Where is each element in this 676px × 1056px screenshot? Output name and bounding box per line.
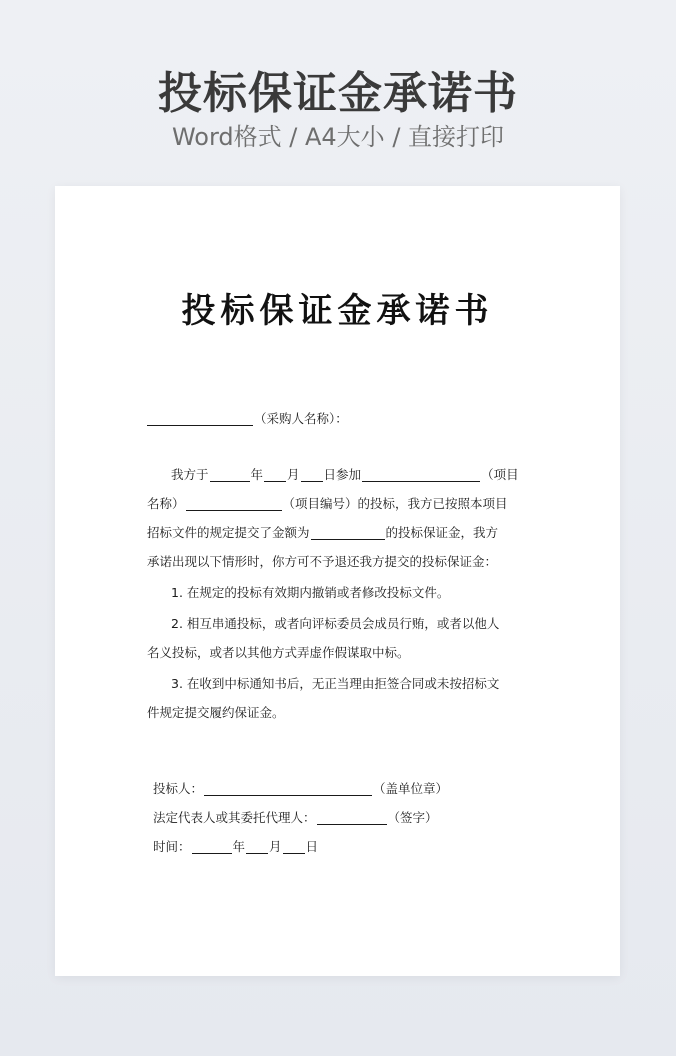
text-sign-year: 年 <box>232 839 246 854</box>
bidder-suffix: （盖单位章） <box>373 781 449 796</box>
representative-line <box>153 803 537 832</box>
text-amount-after: 的投标保证金，我方 <box>385 525 499 540</box>
banner-subtitle: Word格式 / A4大小 / 直接打印 <box>171 123 505 151</box>
commitment-paragraph <box>147 460 531 727</box>
document-page <box>55 186 620 976</box>
bidder-label: 投标人： <box>153 781 204 796</box>
blank-day <box>301 465 323 482</box>
text-wofangyu: 我方于 <box>171 467 209 482</box>
text-project-open: （项目 <box>481 467 519 482</box>
text-sign-day: 日 <box>305 839 319 854</box>
blank-project-name <box>362 465 480 482</box>
para-line-1 <box>147 460 531 489</box>
blank-amount <box>311 523 385 540</box>
text-month: 月 <box>287 467 300 482</box>
text-project-number: （项目编号）的投标，我方已按照本项目 <box>282 496 508 511</box>
text-name-close: 名称） <box>147 496 185 511</box>
blank-sign-month <box>246 837 268 854</box>
time-line <box>153 832 537 861</box>
item-3-line-1: 3. 在收到中标通知书后，无正当理由拒签合同或未按招标文 <box>171 676 500 691</box>
blank-sign-year <box>192 837 232 854</box>
blank-project-number <box>186 494 282 511</box>
addressee-line <box>147 404 531 433</box>
banner-title: 投标保证金承诺书 <box>158 68 518 119</box>
item-1: 1. 在规定的投标有效期内撤销或者修改投标文件。 <box>171 585 450 600</box>
representative-suffix: （签字） <box>387 810 438 825</box>
blank-year <box>210 465 250 482</box>
item-2-line-2: 名义投标，或者以其他方式弄虚作假谋取中标。 <box>147 645 410 660</box>
item-2-line-1: 2. 相互串通投标，或者向评标委员会成员行贿，或者以他人 <box>171 616 500 631</box>
text-amount-intro: 招标文件的规定提交了金额为 <box>147 525 310 540</box>
text-day-participate: 日参加 <box>323 467 362 482</box>
blank-bidder <box>204 779 372 796</box>
bidder-line <box>153 774 537 803</box>
item-3-line-2: 件规定提交履约保证金。 <box>147 705 285 720</box>
signature-block <box>153 774 537 861</box>
blank-purchaser-name <box>147 409 253 426</box>
representative-label: 法定代表人或其委托代理人： <box>153 810 316 825</box>
text-year: 年 <box>250 467 264 482</box>
time-label: 时间： <box>153 839 191 854</box>
addressee-suffix: （采购人名称）： <box>254 411 348 426</box>
para-line-3 <box>147 518 531 547</box>
blank-representative <box>317 808 387 825</box>
blank-sign-day <box>283 837 305 854</box>
text-sign-month: 月 <box>269 839 282 854</box>
document-title: 投标保证金承诺书 <box>181 291 494 331</box>
para-line-4: 承诺出现以下情形时，你方可不予退还我方提交的投标保证金： <box>147 554 498 569</box>
para-line-2 <box>147 489 531 518</box>
blank-month <box>264 465 286 482</box>
